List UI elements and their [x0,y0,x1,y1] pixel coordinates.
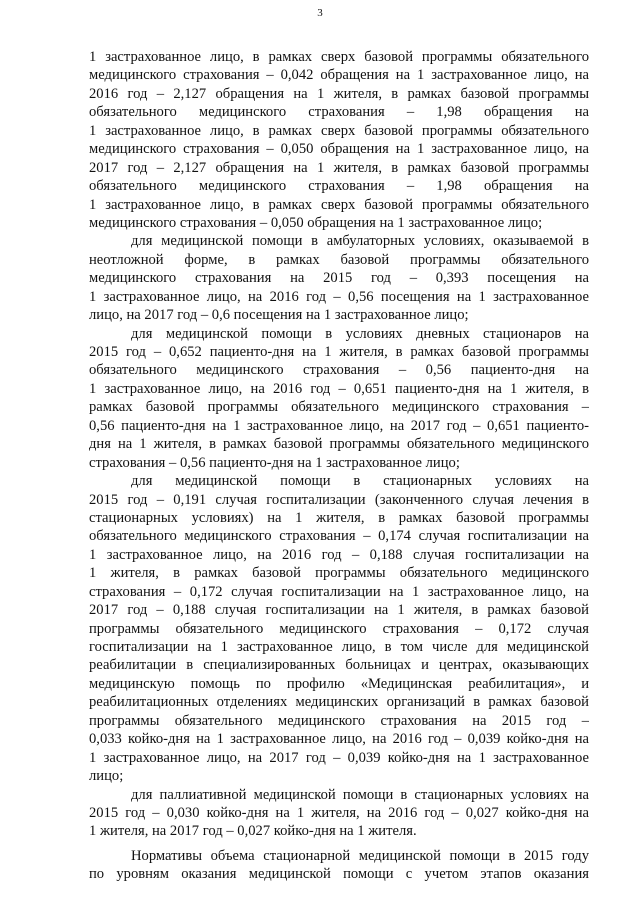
text-line: госпитализации на 1 застрахованное лицо, в том числе для медицинской [89,639,589,655]
page-number: 3 [317,7,323,19]
paragraph-inpatient-care [89,472,589,785]
text-line: стационарных условиях) на 1 жителя, в рамках базовой программы [89,509,589,526]
text-line: 2017 год – 0,188 случая госпитализации на 1 жителя, в рамках базовой [89,602,589,619]
text-line: медицинскую помощь по профилю «Медицинская реабилитация», и [89,675,589,692]
text-line: для медицинской помощи в амбулаторных условиях, оказываемой в [131,233,589,250]
text-line: медицинского страхования – 0,050 обращения на 1 застрахованное лицо; [89,214,543,231]
text-line: 0,033 койко-дня на 1 застрахованное лицо, на 2016 год – 0,039 койко-дня на [89,731,589,748]
text-line: 1 жителя, на 2017 год – 0,027 койко-дня на 1 жителя. [89,823,417,840]
text-line: для медицинской помощи в условиях дневных стационаров на [131,325,589,342]
text-line: 0,56 пациенто-дня на 1 застрахованное лицо, на 2017 год – 0,651 пациенто- [89,417,589,434]
paragraph-continuation [89,48,589,232]
text-line: для медицинской помощи в стационарных условиях на [131,473,589,490]
text-line: 1 застрахованное лицо, в рамках сверх базовой программы обязательного [89,122,589,139]
text-line: медицинского страхования – 0,042 обращения на 1 застрахованное лицо, на [89,67,589,84]
text-line: 2016 год – 2,127 обращения на 1 жителя, в рамках базовой программы [89,85,589,102]
text-line: страхования – 0,172 случая госпитализации на 1 застрахованное лицо, на [89,583,589,600]
paragraph-palliative-care [89,786,589,841]
text-line: 2015 год – 0,191 случая госпитализации (законченного случая лечения в [89,491,589,508]
text-line: 1 застрахованное лицо, на 2017 год – 0,039 койко-дня на 1 застрахованное [89,749,589,766]
text-line: 1 жителя, в рамках базовой программы обязательного медицинского [89,565,589,582]
text-line: 2015 год – 0,030 койко-дня на 1 жителя, на 2016 год – 0,027 койко-дня на [89,804,589,821]
text-line: реабилитации в специализированных больницах и центрах, оказывающих [89,657,589,674]
text-line: 1 застрахованное лицо, в рамках сверх базовой программы обязательного [89,196,589,213]
text-line: Нормативы объема стационарной медицинской помощи в 2015 году [131,847,589,864]
text-line: медицинского страхования – 0,050 обращения на 1 застрахованное лицо, на [89,141,589,158]
text-line: программы обязательного медицинского страхования на 2015 год – [89,712,589,729]
paragraph-emergency-care [89,232,589,324]
text-line: 1 застрахованное лицо, в рамках сверх базовой программы обязательного [89,49,589,65]
text-line: по уровням оказания медицинской помощи с учетом этапов оказания [89,866,589,883]
text-line: 1 застрахованное лицо, на 2016 год – 0,651 пациенто-дня на 1 жителя, в [89,380,589,397]
text-line: лицо, на 2017 год – 0,6 посещения на 1 застрахованное лицо; [89,307,469,324]
document-body [89,48,589,884]
text-line: неотложной форме, в рамках базовой программы обязательного [89,251,589,268]
text-line: программы обязательного медицинского страхования – 0,172 случая [89,620,589,637]
text-line: 2015 год – 0,652 пациенто-дня на 1 жителя, в рамках базовой программы [89,344,589,360]
text-line: страхования – 0,56 пациенто-дня на 1 застрахованное лицо; [89,454,460,471]
paragraph-inpatient-norms [89,847,589,884]
text-line: рамках базовой программы обязательного медицинского страхования – [89,399,589,416]
text-line: медицинского страхования на 2015 год – 0,393 посещения на [89,270,589,287]
text-line: обязательного медицинского страхования – 0,174 случая госпитализации на [89,528,589,545]
text-line: обязательного медицинского страхования – 1,98 обращения на [89,178,589,195]
text-line: для паллиативной медицинской помощи в стационарных условиях на [131,786,589,803]
text-line: обязательного медицинского страхования – 1,98 обращения на [89,104,589,121]
text-line: реабилитационных отделениях медицинских организаций в рамках базовой [89,694,589,711]
text-line: 1 застрахованное лицо, на 2016 год – 0,188 случая госпитализации на [89,546,589,563]
text-line: лицо; [89,768,124,785]
text-line: 1 застрахованное лицо, на 2016 год – 0,56 посещения на 1 застрахованное [89,288,589,305]
paragraph-day-hospital [89,325,589,473]
text-line: дня на 1 жителя, в рамках базовой программы обязательного медицинского [89,436,589,453]
text-line: 2017 год – 2,127 обращения на 1 жителя, в рамках базовой программы [89,159,589,176]
text-line: обязательного медицинского страхования – 0,56 пациенто-дня на [89,362,589,379]
